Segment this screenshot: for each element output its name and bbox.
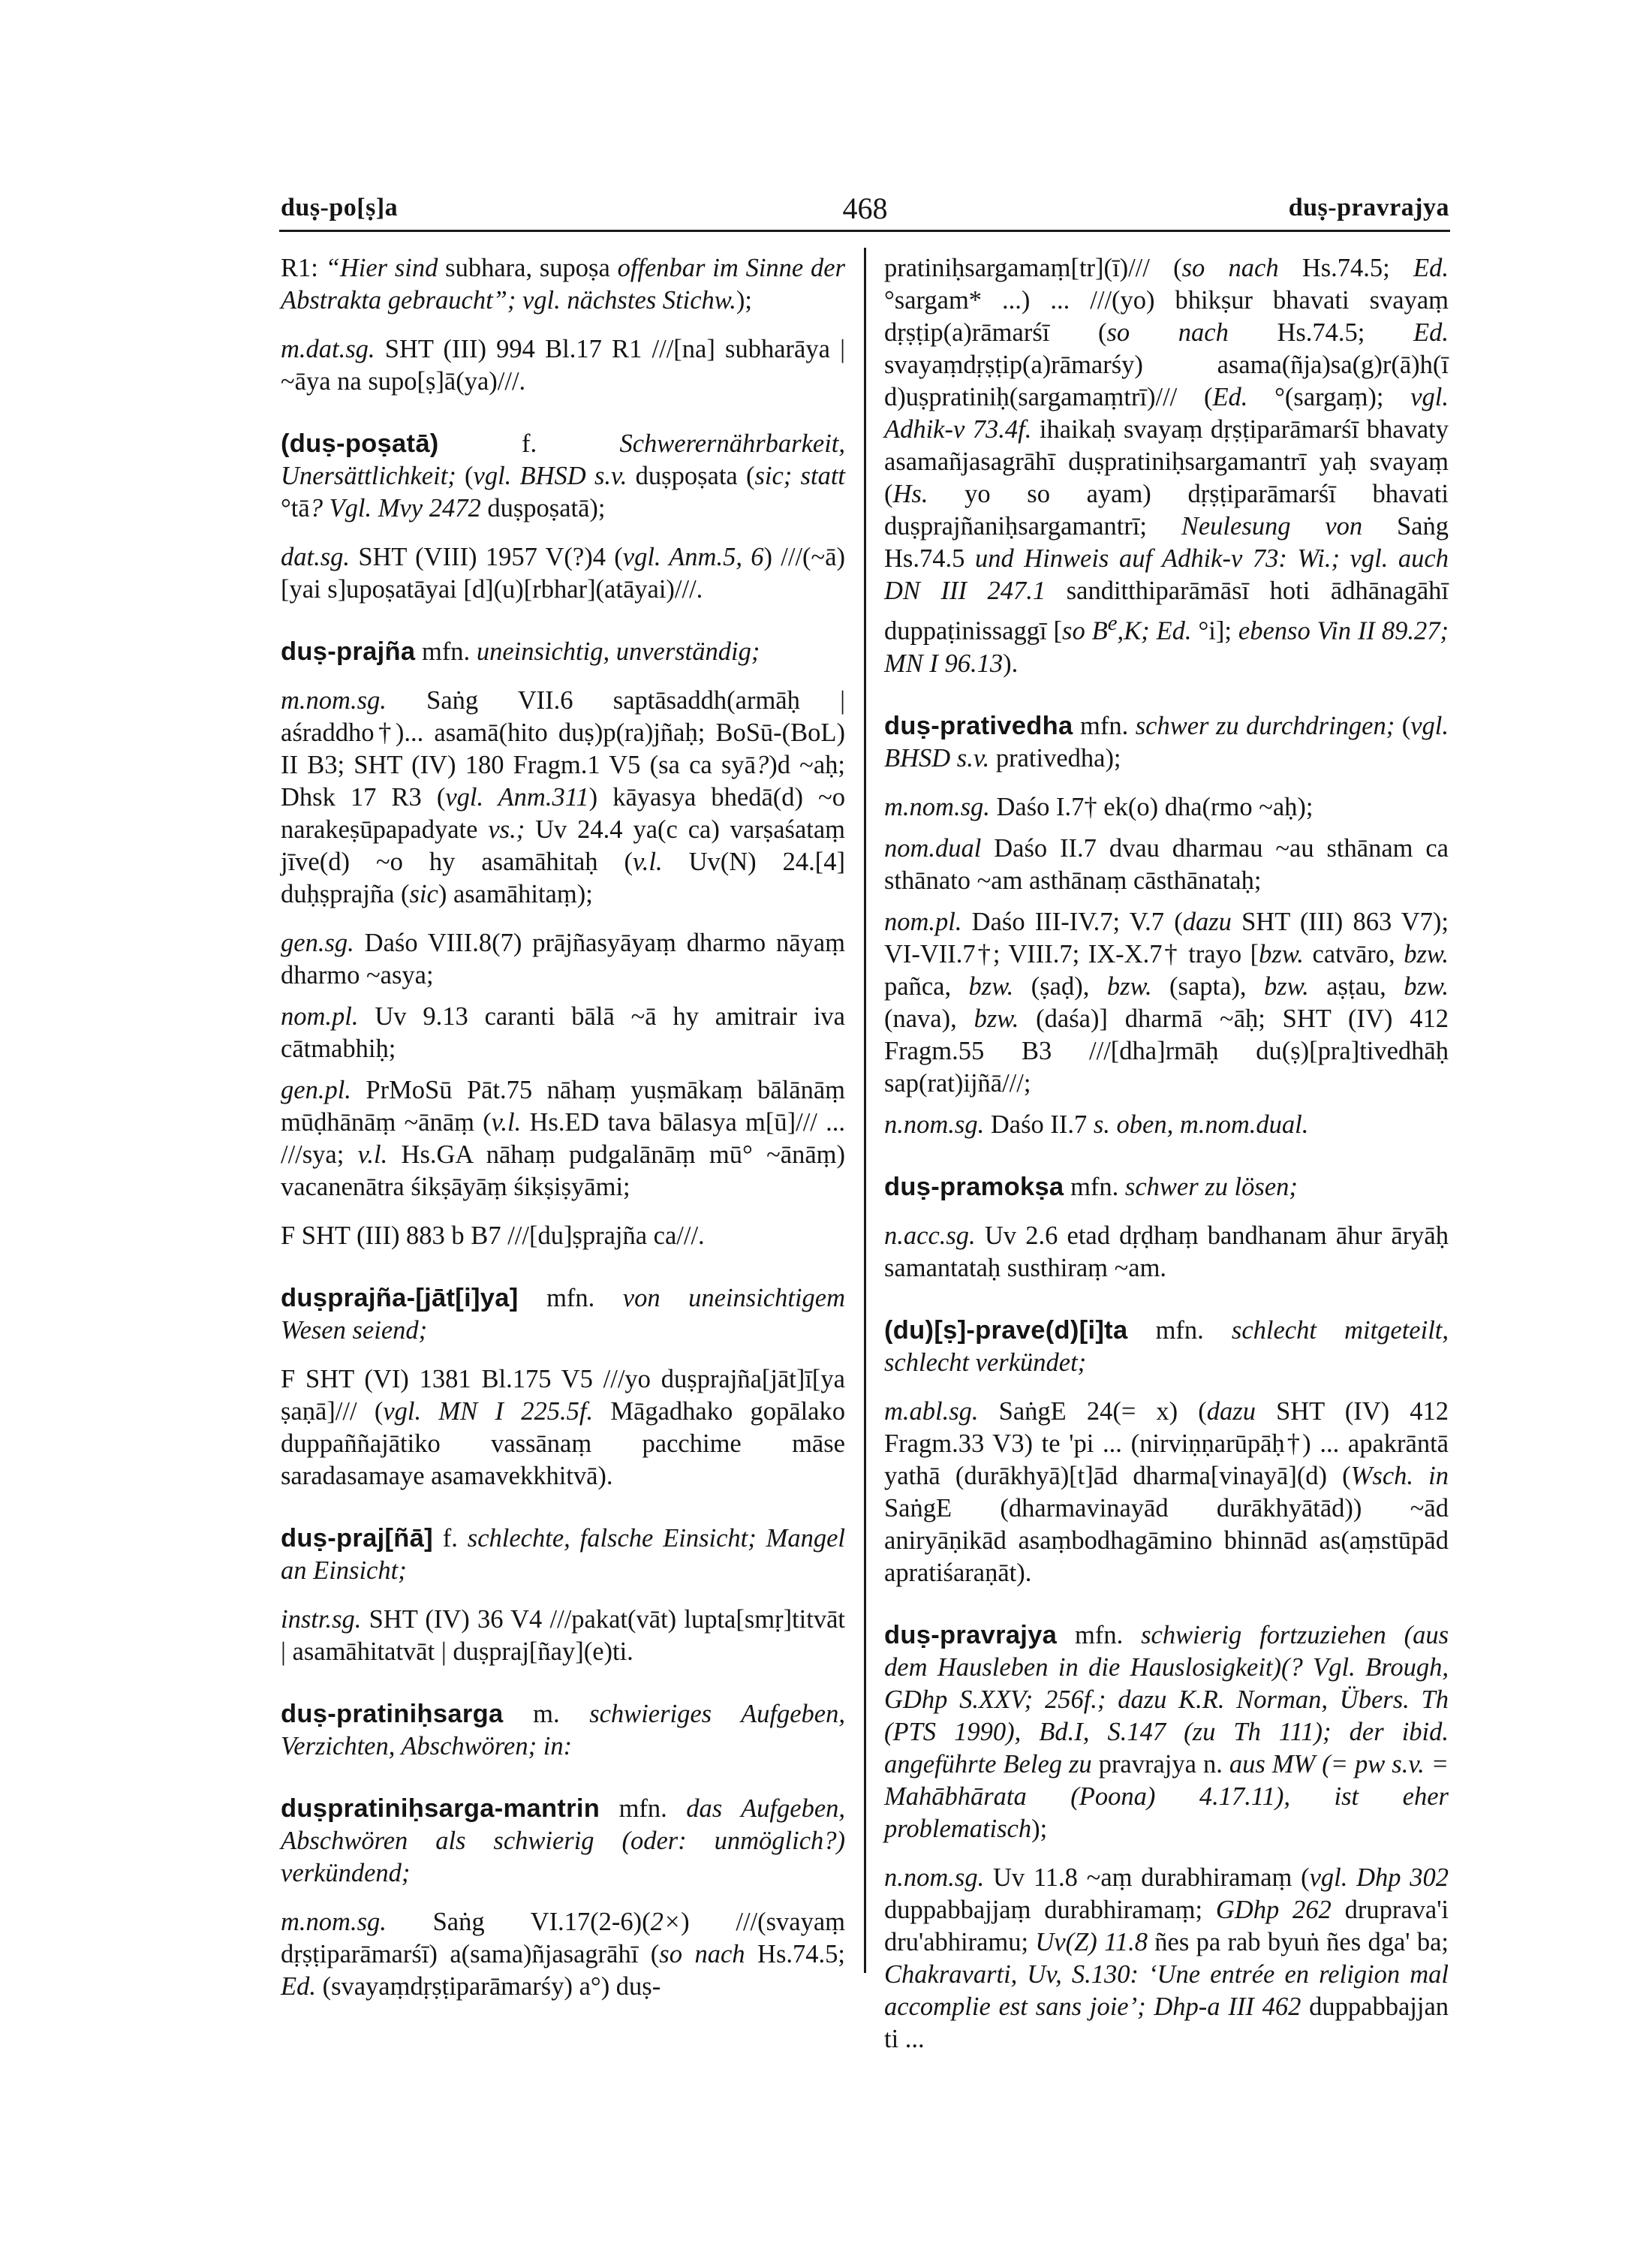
- text: mfn.: [1127, 1315, 1232, 1345]
- text: Hs.74.5;: [1228, 318, 1414, 347]
- grammar-label: m.dat.sg.: [281, 335, 375, 363]
- text: ) ///(svayaṃ dṛṣṭiparāmarśī) a(sama)ñjasagrāhī (: [281, 1908, 845, 1968]
- text: aus MW (= pw s.v. = Mahābhārata (Poona) 4.17.11), ist eher problematisch: [884, 1749, 1449, 1843]
- entry-heading: [281, 1698, 845, 1763]
- headword: duṣpratiniḥsarga-mantrin: [281, 1794, 600, 1823]
- citation-block: [281, 1604, 845, 1668]
- text: schwer zu durchdringen;: [1135, 711, 1395, 740]
- text: vgl. Anm.311: [445, 783, 589, 812]
- text: Hs.74.5;: [1278, 254, 1414, 282]
- text: Hs.: [892, 480, 928, 508]
- text: Ed.: [1413, 254, 1449, 282]
- grammar-label: m.abl.sg.: [884, 1396, 979, 1426]
- text: Uv 2.6 etad dṛḍhaṃ bandhanam āhur āryāḥ samantataḥ susthiraṃ ~am.: [884, 1221, 1449, 1282]
- text: druprava'i dru'abhiramu;: [884, 1895, 1449, 1956]
- headword: duṣ-pravrajya: [884, 1620, 1058, 1649]
- text: duṣpoṣatā);: [480, 494, 606, 523]
- text: vs.;: [488, 815, 525, 844]
- text: f.: [438, 429, 620, 458]
- text: ) asamāhitaṃ);: [438, 880, 593, 908]
- citation-block: [281, 1220, 845, 1252]
- text: GDhp 262: [1215, 1895, 1332, 1924]
- text: Neulesung von: [1181, 512, 1363, 541]
- text: prativedha);: [989, 743, 1121, 773]
- text: Wsch. in: [1350, 1461, 1449, 1490]
- text: ? Vgl. Mvy 2472: [309, 494, 481, 523]
- text: SHT (IV) 36 V4 ///pakat(vāt) lupta[smṛ]titvāt | asamāhitatvāt | duṣpraj[ñay](e)ti.: [281, 1605, 845, 1666]
- citation-block: [281, 1363, 845, 1492]
- grammar-label: m.nom.sg.: [281, 686, 387, 715]
- text: v.l.: [633, 848, 663, 876]
- text: °i];: [1191, 616, 1238, 646]
- text: f.: [432, 1524, 468, 1553]
- text: Māgadhako gopālako duppaññajātiko vassānaṃ pacchime māse saradasamaye asamavekkhitvā).: [281, 1397, 845, 1490]
- text: subhara, supoṣa: [438, 254, 618, 282]
- text: uneinsichtig, unverständig;: [476, 637, 760, 666]
- text: ihaikaḥ svayaṃ dṛṣṭiparāmarśī bhavaty asamañjasagrāhī duṣpratiniḥsargamantrī yaḥ svayaṃ (: [884, 415, 1449, 508]
- text: dazu: [1206, 1396, 1256, 1426]
- citation-block: [281, 252, 845, 317]
- text: so B: [1062, 616, 1108, 646]
- text: Uv 11.8 ~aṃ durabhiramaṃ (: [984, 1863, 1310, 1892]
- text: vgl. Adhik-v 73.4f.: [884, 383, 1449, 444]
- grammar-label: dat.sg.: [281, 543, 351, 571]
- text: duppabbajjaṃ durabhiramaṃ;: [884, 1895, 1216, 1924]
- text: mfn.: [1057, 1620, 1142, 1649]
- text: Chakravarti, Uv, S.130: ‘Une entrée en religion mal accomplie est sans joie’; Dhp-a III 462: [884, 1959, 1449, 2021]
- text: duppabbajjan ti ...: [884, 1992, 1449, 2053]
- text: mfn.: [1064, 1172, 1125, 1201]
- right-column: [884, 252, 1449, 2072]
- text: catvāro,: [1303, 939, 1404, 968]
- text: (: [1395, 711, 1411, 740]
- text: );: [1031, 1814, 1048, 1843]
- text: (daśa)] dharmā ~āḥ; SHT (IV) 412 Fragm.55 B3 ///[dha]rmāḥ du(ṣ)[pra]tivedhāḥ sap(rat)ijñā///;: [884, 1004, 1449, 1098]
- entry-heading: [884, 1619, 1449, 1845]
- citation-block: [281, 1001, 845, 1065]
- grammar-label: n.acc.sg.: [884, 1221, 976, 1250]
- text: schwer zu lösen;: [1124, 1172, 1298, 1201]
- text: Saṅg Hs.74.5: [884, 512, 1449, 573]
- headword: duṣprajña-[jāt[i]ya]: [281, 1284, 519, 1312]
- text: vgl. Anm.5, 6: [622, 543, 764, 571]
- text: von uneinsichtigem Wesen seiend;: [281, 1284, 846, 1345]
- text: Saṅg VII.6 saptāsaddh(armāḥ | aśraddho†)... asamā(hito duṣ)p(ra)jñaḥ; BoSū-(BoL) II B3; SHT (IV) 180 Fragm.1 V5 (sa ca syā: [281, 686, 845, 779]
- text: ) ///(~ā)[yai s]upoṣatāyai [d](u)[rbhar](atāyai)///.: [281, 543, 846, 604]
- page-number: 468: [842, 191, 888, 225]
- citation-block: [281, 1074, 845, 1203]
- citation-block: [884, 1396, 1449, 1589]
- running-header: [281, 191, 1449, 233]
- header-rule: [279, 230, 1450, 232]
- text: mfn.: [415, 637, 477, 666]
- text: sanditthiparāmāsī hoti ādhānagāhī duppaṭinissaggī [: [884, 577, 1449, 646]
- entry-heading: [884, 710, 1449, 775]
- headword: duṣ-prajña: [281, 637, 416, 666]
- text: (sapta),: [1151, 971, 1265, 1001]
- entry-heading: [884, 1171, 1449, 1203]
- text: ?: [755, 751, 769, 779]
- text: s. oben, m.nom.dual.: [1093, 1110, 1309, 1139]
- text: vgl. BHSD s.v.: [884, 711, 1449, 773]
- text: bzw.: [1259, 939, 1304, 968]
- text: (: [456, 462, 474, 490]
- text: Uv(Z) 11.8: [1035, 1927, 1148, 1956]
- text: Uv(N) 24.[4] duḥṣprajña (: [281, 848, 845, 908]
- grammar-label: nom.pl.: [281, 1002, 359, 1031]
- text: pravrajya n.: [1091, 1749, 1229, 1779]
- text: Saṅg VI.17(2-6)(: [386, 1908, 651, 1936]
- text: so nach: [1106, 318, 1229, 347]
- text: bzw.: [1404, 971, 1449, 1001]
- grammar-label: nom.dual: [884, 833, 982, 863]
- text: yo so ayam) dṛṣṭiparāmarśī bhavati duṣprajñaniḥsargamantrī;: [884, 480, 1449, 541]
- text: SHT (III) 994 Bl.17 R1 ///[na] subharāya | ~āya na supo[ṣ]ā(ya)///.: [281, 335, 845, 396]
- text: schwieriges Aufgeben, Verzichten, Abschwören; in:: [281, 1700, 845, 1760]
- text: so nach: [659, 1940, 745, 1968]
- text: ,K; Ed.: [1117, 616, 1192, 646]
- text: pañca,: [884, 971, 969, 1001]
- text: Ed.: [281, 1972, 316, 2001]
- citation-block: [281, 1906, 845, 2003]
- text: PrMoSū Pāt.75 nāhaṃ yuṣmākaṃ bālānāṃ mūḍhānāṃ ~ānāṃ (: [281, 1076, 845, 1137]
- grammar-label: n.nom.sg.: [884, 1863, 985, 1892]
- headword: (du)[ṣ]-prave(d)[i]ta: [884, 1315, 1128, 1345]
- text: Hs.74.5;: [745, 1940, 845, 1968]
- text: SHT (IV) 412 Fragm.33 V3) te 'pi ... (nirviṇṇarūpāḥ†) ... apakrāntā yathā (durākhyā)[t]ād dharma[vinayā](d) (: [884, 1396, 1449, 1490]
- left-column: [281, 252, 845, 2020]
- headword: duṣ-prativedha: [884, 711, 1073, 740]
- text: SaṅgE 24(= x) (: [978, 1396, 1207, 1426]
- text: v.l.: [491, 1108, 522, 1137]
- text: offenbar im Sinne der Abstrakta gebraucht”; vgl. nächstes Stichw.: [281, 254, 845, 315]
- text: °(sargaṃ);: [1247, 383, 1411, 411]
- text: das Aufgeben, Abschwören als schwierig (oder: unmöglich?) verkündend;: [281, 1794, 846, 1887]
- header-last-headword: duṣ-pravrajya: [1288, 194, 1449, 221]
- text: 2×: [650, 1908, 682, 1936]
- text: sic; statt: [754, 462, 845, 490]
- text: Schwerernährbarkeit, Unersättlichkeit;: [281, 429, 845, 490]
- grammar-label: n.nom.sg.: [884, 1110, 985, 1139]
- text: schwierig fortzuziehen (aus dem Hausleben in die Hauslosigkeit)(? Vgl. Brough, GDhp S.XXV; 256f.; dazu K.R. Norman, Übers. Th (PTS 1990), Bd.I, S.147 (zu Th 111); der ibid. angeführte Beleg zu: [884, 1620, 1449, 1779]
- text: v.l.: [357, 1140, 388, 1169]
- text: sic: [409, 880, 438, 908]
- text: aṣṭau,: [1308, 971, 1404, 1001]
- text: pratiniḥsargamaṃ[tr](ī)/// (: [884, 254, 1182, 282]
- text: vgl. MN I 225.5f.: [383, 1397, 594, 1426]
- text: svayaṃdṛṣṭip(a)rāmarśy) asama(ñja)sa(g)r(ā)h(ī d)uṣpratiniḥ(sargamaṃtrī)/// (: [884, 351, 1449, 411]
- text: Uv 24.4 ya(c ca) varṣaśataṃ jīve(d) ~o hy asamāhitaḥ (: [281, 815, 845, 876]
- text: vgl. Dhp 302: [1309, 1863, 1449, 1892]
- headword: (duṣ-poṣatā): [281, 429, 439, 458]
- grammar-label: instr.sg.: [281, 1605, 362, 1634]
- citation-block: [884, 791, 1449, 824]
- text: e: [1107, 611, 1118, 635]
- text: )d ~aḥ; Dhsk 17 R3 (: [281, 751, 845, 812]
- citation-block: [884, 252, 1449, 680]
- text: Ed.: [1212, 383, 1248, 411]
- grammar-label: gen.sg.: [281, 929, 354, 957]
- text: mfn.: [518, 1284, 623, 1312]
- text: Hs.ED tava bālasya m[ū]/// ... ///sya;: [281, 1108, 845, 1169]
- text: dazu: [1182, 907, 1232, 936]
- text: °sargam* ...) ... ///(yo) bhikṣur bhavati svayaṃ dṛṣṭip(a)rāmarśī (: [884, 286, 1449, 347]
- text: ).: [1003, 649, 1019, 678]
- text: Uv 9.13 caranti bālā ~ā hy amitrair iva cātmabhiḥ;: [281, 1002, 845, 1063]
- text: (ṣaḍ),: [1013, 971, 1107, 1001]
- text: Hs.GA nāhaṃ pudgalānāṃ mū° ~ānāṃ) vacanenātra śikṣāyāṃ śikṣiṣyāmi;: [281, 1140, 845, 1201]
- citation-block: [884, 1862, 1449, 2056]
- text: m.: [503, 1700, 590, 1728]
- citation-block: [884, 1220, 1449, 1285]
- grammar-label: nom.pl.: [884, 907, 962, 936]
- text: (svayaṃdṛṣṭiparāmarśy) a°) duṣ-: [315, 1972, 661, 2001]
- text: Daśo VIII.8(7) prājñasyāyaṃ dharmo nāyaṃ dharmo ~asya;: [281, 929, 845, 989]
- entry-heading: [884, 1315, 1449, 1379]
- text: bzw.: [1264, 971, 1309, 1001]
- citation-block: [884, 1109, 1449, 1141]
- text: );: [736, 286, 752, 315]
- text: und Hinweis auf Adhik-v 73: Wi.; vgl. auch DN III 247.1: [884, 544, 1449, 605]
- text: bzw.: [973, 1004, 1019, 1033]
- text: Daśo II.7: [984, 1110, 1094, 1139]
- grammar-label: m.nom.sg.: [281, 1908, 387, 1936]
- text: bzw.: [1106, 971, 1152, 1001]
- column-divider: [864, 248, 866, 1973]
- entry-heading: [281, 428, 845, 525]
- citation-block: [884, 833, 1449, 897]
- citation-block: [884, 906, 1449, 1100]
- text: SaṅgE (dharmavinayād durākhyātād)) ~ād aniryāṇikād asaṃbodhagāmino bhinnād as(aṃstūpād apratiśaraṇāt).: [884, 1493, 1449, 1587]
- text: “Hier sind: [325, 254, 438, 282]
- grammar-label: m.nom.sg.: [884, 792, 990, 821]
- text: Daśo I.7† ek(o) dha(rmo ~aḥ);: [989, 792, 1314, 821]
- text: ebenso Vin II 89.27; MN I 96.13: [884, 616, 1449, 678]
- entry-heading: [281, 1282, 845, 1347]
- citation-block: [281, 333, 845, 398]
- text: so nach: [1181, 254, 1279, 282]
- text: schlecht mitgeteilt, schlecht verkündet;: [884, 1315, 1449, 1377]
- text: schlechte, falsche Einsicht; Mangel an Einsicht;: [281, 1524, 845, 1585]
- text: F SHT (III) 883 b B7 ///[du]ṣprajña ca///.: [281, 1221, 705, 1250]
- text: mfn.: [1073, 711, 1136, 740]
- text: ñes pa rab byuṅ ñes dga' ba;: [1147, 1927, 1449, 1956]
- entry-heading: [281, 636, 845, 668]
- text: Ed.: [1413, 318, 1449, 347]
- citation-block: [281, 685, 845, 911]
- text: F SHT (VI) 1381 Bl.175 V5 ///yo duṣprajña[jāt]ī[ya ṣaṇā]/// (: [281, 1365, 845, 1426]
- text: SHT (VIII) 1957 V(?)4 (: [350, 543, 623, 571]
- text: bzw.: [968, 971, 1014, 1001]
- headword: duṣ-praj[ñā]: [281, 1524, 433, 1553]
- text: ) kāyasya bhedā(d) ~o narakeṣūpapadyate: [281, 783, 846, 844]
- text: Daśo II.7 dvau dharmau ~au sthānam ca sthānato ~am asthānaṃ cāsthānataḥ;: [884, 833, 1449, 895]
- text: duṣpoṣata (: [627, 462, 755, 490]
- text: R1:: [281, 254, 326, 282]
- citation-block: [281, 541, 845, 606]
- text: vgl. BHSD s.v.: [473, 462, 627, 490]
- text: (nava),: [884, 1004, 974, 1033]
- text: bzw.: [1404, 939, 1449, 968]
- grammar-label: gen.pl.: [281, 1076, 351, 1104]
- text: Daśo III-IV.7; V.7 (: [961, 907, 1183, 936]
- headword: duṣ-pratiniḥsarga: [281, 1700, 504, 1728]
- entry-heading: [281, 1523, 845, 1587]
- header-first-headword: duṣ-po[ṣ]a: [281, 194, 399, 221]
- text: mfn.: [600, 1794, 687, 1823]
- text: °tā: [281, 494, 310, 523]
- text: SHT (III) 863 V7); VI-VII.7†; VIII.7; IX-X.7† trayo [: [884, 907, 1449, 968]
- citation-block: [281, 927, 845, 992]
- headword: duṣ-pramokṣa: [884, 1172, 1064, 1201]
- entry-heading: [281, 1793, 845, 1890]
